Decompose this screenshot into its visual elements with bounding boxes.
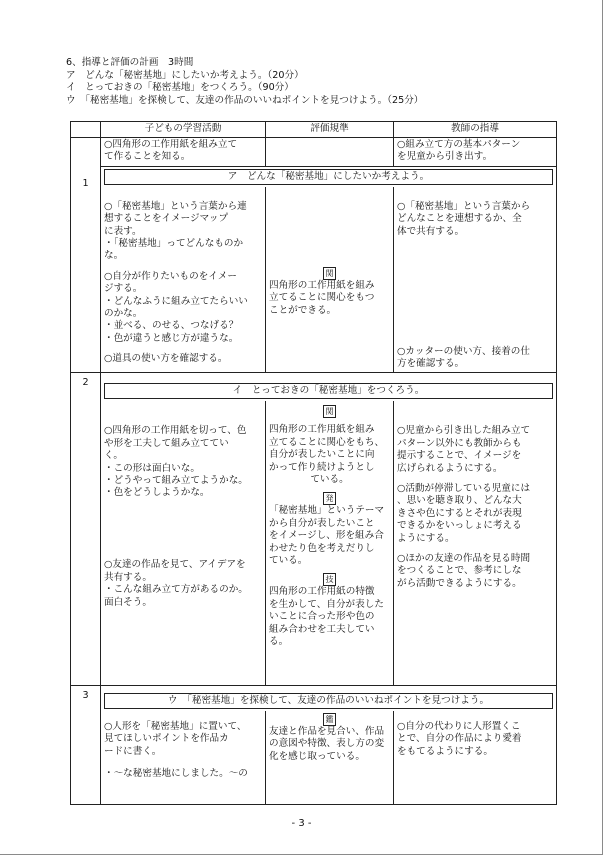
text-line: 提示することで、イメージを (397, 450, 522, 462)
row-1-eval (266, 187, 394, 373)
row-1-number-text: 1 (82, 178, 89, 189)
text-line: 共有する。 (104, 571, 152, 583)
text-line: る。 (269, 636, 289, 647)
text-line: 方を確認する。 (397, 357, 465, 369)
header-activity: 子どもの学習活動 (101, 122, 266, 138)
text-line: 「秘密基地」というテーマ (269, 505, 385, 517)
text-line: がら活動できるようにする。 (397, 577, 522, 589)
row-1-body (71, 187, 557, 373)
text-line: ・色をどうしようかな。 (104, 487, 210, 499)
text-line: を生かして、自分が表した (269, 598, 384, 610)
row-2-activity-b (104, 559, 248, 609)
text-line: 友達と作品を見合い、作品 (269, 725, 385, 737)
row-2-activity (101, 401, 266, 685)
row-3-body (71, 711, 557, 805)
text-line: どんなことを連想するか、全 (397, 213, 522, 225)
plan-header (66, 57, 423, 107)
row-3-banner-row (71, 685, 557, 711)
row-2-banner-row (71, 373, 557, 402)
text-line: から自分が表したいこと (269, 517, 375, 529)
row-3-teacher (394, 711, 557, 805)
text-line: ○活動が停滞している児童には (397, 482, 531, 494)
row-1-teacher-b (397, 346, 530, 371)
row-1-banner: ア どんな「秘密基地」にしたいか考えよう。 (104, 169, 553, 185)
text-line: できるかをいっしょに考える (397, 520, 522, 532)
text-line: ようにする。 (397, 532, 455, 544)
text-line: ○四角形の工作用紙を組み立て (104, 139, 238, 150)
text-line: ・こんな組み立て方があるのか。 (104, 584, 248, 596)
text-line: 自分が表したいことに向 (269, 449, 375, 461)
text-line: わせたり色を考えだりし (269, 542, 375, 554)
text-line: 想することをイメージマップ (104, 213, 229, 225)
row-3-eval (266, 711, 394, 805)
text-line: いことに合った形や色の (269, 611, 375, 623)
text-line: 、思いを聴き取り、どんな大 (397, 495, 522, 507)
text-line: とで、自分の作品により愛着 (397, 733, 522, 745)
spacer (104, 758, 262, 768)
text-line: のかな。 (104, 308, 143, 320)
row-1-teacher (394, 187, 557, 373)
row-2-number-text: 2 (82, 377, 89, 389)
text-line: かって作り続けようとし (269, 461, 375, 473)
row-1-top-teacher (394, 138, 557, 167)
row-1-top-eval (266, 138, 394, 167)
text-line: をイメージし、形を組み合 (269, 530, 384, 542)
row-3-activity (101, 711, 266, 805)
text-line: 立てることに関心をもち、 (269, 436, 385, 448)
text-line: ジする。 (104, 283, 143, 295)
text-line: 組み合わせを工夫してい (269, 623, 375, 635)
text-line: ・この形は面白いな。 (104, 462, 200, 474)
eval-mark-idea: 発 (323, 492, 336, 505)
text-line: ードに書く。 (104, 745, 162, 757)
text-line: 体で共有する。 (397, 225, 465, 237)
text-line: ことができる。 (269, 304, 337, 316)
eval-mark-interest: 関 (323, 267, 336, 280)
text-line: 広げられるようにする。 (397, 462, 503, 474)
text-line: パターン以外にも教師からも (397, 437, 522, 449)
text-line: 面白そう。 (104, 596, 152, 608)
text-line: 化を感じ取っている。 (269, 750, 365, 762)
text-line: ○友達の作品を見て、アイデアを (104, 559, 246, 571)
text-line: ・並べる、のせる、つなげる？ (104, 320, 239, 332)
eval-mark-appreciation: 鑑 (323, 713, 336, 726)
row-3-banner: ウ 「秘密基地」を探検して、友達の作品のいいねポイントを見つけよう。 (104, 693, 553, 709)
text-line: 見てほしいポイントを作品カ (104, 733, 229, 745)
row-1-intro (71, 138, 557, 167)
text-line: をもてるようにする。 (397, 745, 493, 757)
text-line: て作ることを知る。 (104, 151, 191, 163)
text-line: きさや色にするとそれが表現 (397, 507, 522, 519)
text-line: 立てることに関心をもつ (269, 292, 375, 304)
text-line: ○児童から引き出した組み立て (397, 425, 531, 437)
lesson-plan-table (70, 121, 557, 805)
row-1-number (71, 138, 101, 373)
spacer (397, 545, 553, 553)
plan-step-i: イ とっておきの「秘密基地」をつくろう。（90分） (66, 82, 294, 93)
text-line: 四角形の工作用紙の特徴 (269, 586, 375, 598)
spacer (397, 475, 553, 483)
header-blank (71, 122, 101, 138)
text-line: ・どうやって組み立てようかな。 (104, 474, 248, 486)
text-line: ○カッターの使い方、接着の仕 (397, 345, 530, 357)
text-line: な。 (104, 250, 124, 262)
text-line: ・～な秘密基地にしました。～の (104, 768, 248, 780)
text-line: 四角形の工作用紙を組み (269, 424, 375, 436)
text-line: 四角形の工作用紙を組み (269, 279, 375, 291)
row-2-banner: イ とっておきの「秘密基地」をつくろう。 (104, 383, 553, 399)
text-line: ○「秘密基地」という言葉から (397, 200, 531, 212)
plan-title: 6、指導と評価の計画 3時間 (66, 57, 194, 68)
row-3-number-text: 3 (82, 689, 89, 701)
row-2-number (71, 373, 101, 686)
text-line: ○自分の代わりに人形置くこ (397, 720, 521, 732)
row-1-activity (101, 187, 266, 373)
text-line: ○組み立て方の基本パターン (397, 139, 521, 150)
plan-step-a: ア どんな「秘密基地」にしたいか考えよう。（20分） (66, 69, 304, 81)
text-line: ○ほかの友達の作品を見る時間 (397, 552, 531, 564)
text-line: ている。 (310, 473, 349, 485)
text-line: ている。 (269, 554, 308, 566)
table-header-row (71, 122, 557, 138)
text-line: ○自分が作りたいものをイメー (104, 270, 237, 282)
eval-mark-interest: 関 (323, 405, 336, 418)
text-line: く。 (104, 450, 123, 462)
text-line: ・「秘密基地」ってどんなものか (104, 238, 244, 250)
text-line: ○「秘密基地」という言葉から連 (104, 200, 247, 212)
header-teacher: 教師の指導 (394, 122, 557, 138)
text-line: ○人形を「秘密基地」に置いて、 (104, 720, 247, 732)
row-1-top-activity (101, 138, 266, 167)
text-line: や形を工夫して組み立ててい (104, 437, 229, 449)
plan-step-u: ウ 「秘密基地」を探検して、友達の作品のいいねポイントを見つけよう。（25分） (66, 94, 424, 106)
header-evaluation: 評価規準 (266, 122, 394, 138)
row-2-banner-cell (101, 373, 557, 402)
text-line: ・色が違うと感じ方が違うな。 (104, 332, 239, 344)
text-line: に表す。 (104, 225, 142, 237)
text-line: ・どんなふうに組み立てたらいい (104, 295, 248, 307)
row-1-banner-row (71, 166, 557, 187)
text-line: の意図や特徴、表し方の変 (269, 738, 385, 750)
row-2-body (71, 401, 557, 685)
text-line: ○道具の使い方を確認する。 (104, 353, 228, 365)
row-2-teacher (394, 401, 557, 685)
eval-mark-skill: 技 (323, 573, 336, 586)
row-2-eval (266, 401, 394, 685)
text-line: ○四角形の工作用紙を切って、色 (104, 425, 247, 437)
page-number: - 3 - (291, 818, 312, 829)
row-1-banner-cell (101, 166, 557, 187)
text-line: を児童から引き出す。 (397, 151, 493, 163)
text-line: をつくることで、参考にしな (397, 565, 522, 577)
row-3-number (71, 685, 101, 805)
spacer (104, 263, 262, 271)
row-3-banner-cell (101, 685, 557, 711)
